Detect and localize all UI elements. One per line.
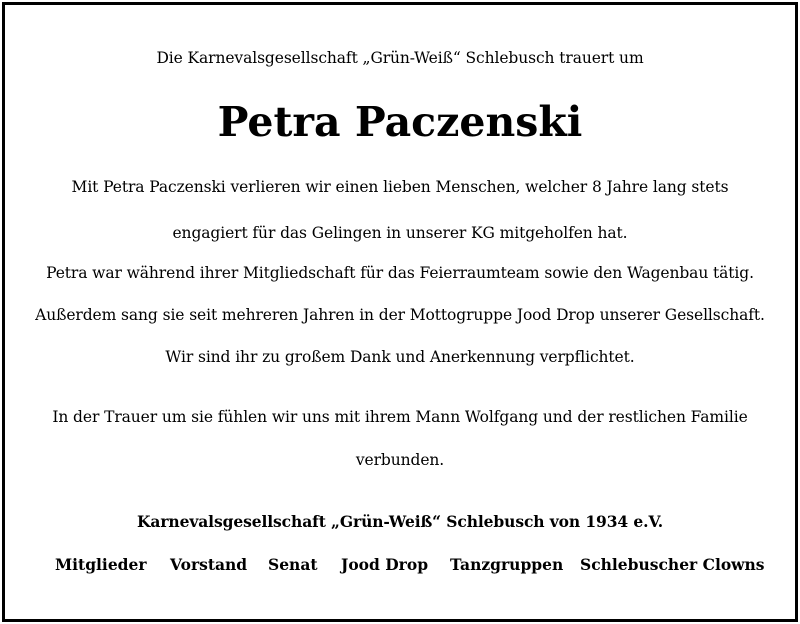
body-line: Petra war während ihrer Mitgliedschaft für das Feierraumteam sowie den Wagenbau tätig. (46, 264, 754, 282)
group-tanzgruppen: Tanzgruppen (450, 555, 564, 574)
body-line: Außerdem sang sie seit mehreren Jahren in der Mottogruppe Jood Drop unserer Gesellschaft. (35, 306, 765, 324)
body-line: engagiert für das Gelingen in unserer KG mitgeholfen hat. (172, 224, 628, 242)
groups-row (0, 555, 800, 577)
body-line: In der Trauer um sie fühlen wir uns mit ihrem Mann Wolfgang und der restlichen Familie (52, 408, 748, 426)
group-schlebuscher-clowns: Schlebuscher Clowns (580, 555, 765, 574)
group-senat: Senat (268, 555, 318, 574)
body-line: Wir sind ihr zu großem Dank und Anerkennung verpflichtet. (165, 348, 635, 366)
intro-line: Die Karnevalsgesellschaft „Grün-Weiß“ Schlebusch trauert um (156, 49, 644, 67)
organization-signature: Karnevalsgesellschaft „Grün-Weiß“ Schlebusch von 1934 e.V. (137, 512, 663, 531)
body-line: Mit Petra Paczenski verlieren wir einen lieben Menschen, welcher 8 Jahre lang stets (71, 178, 729, 196)
group-vorstand: Vorstand (170, 555, 248, 574)
group-mitglieder: Mitglieder (55, 555, 147, 574)
group-jood-drop: Jood Drop (341, 555, 429, 574)
body-line: verbunden. (355, 451, 445, 469)
deceased-name: Petra Paczenski (217, 98, 583, 146)
